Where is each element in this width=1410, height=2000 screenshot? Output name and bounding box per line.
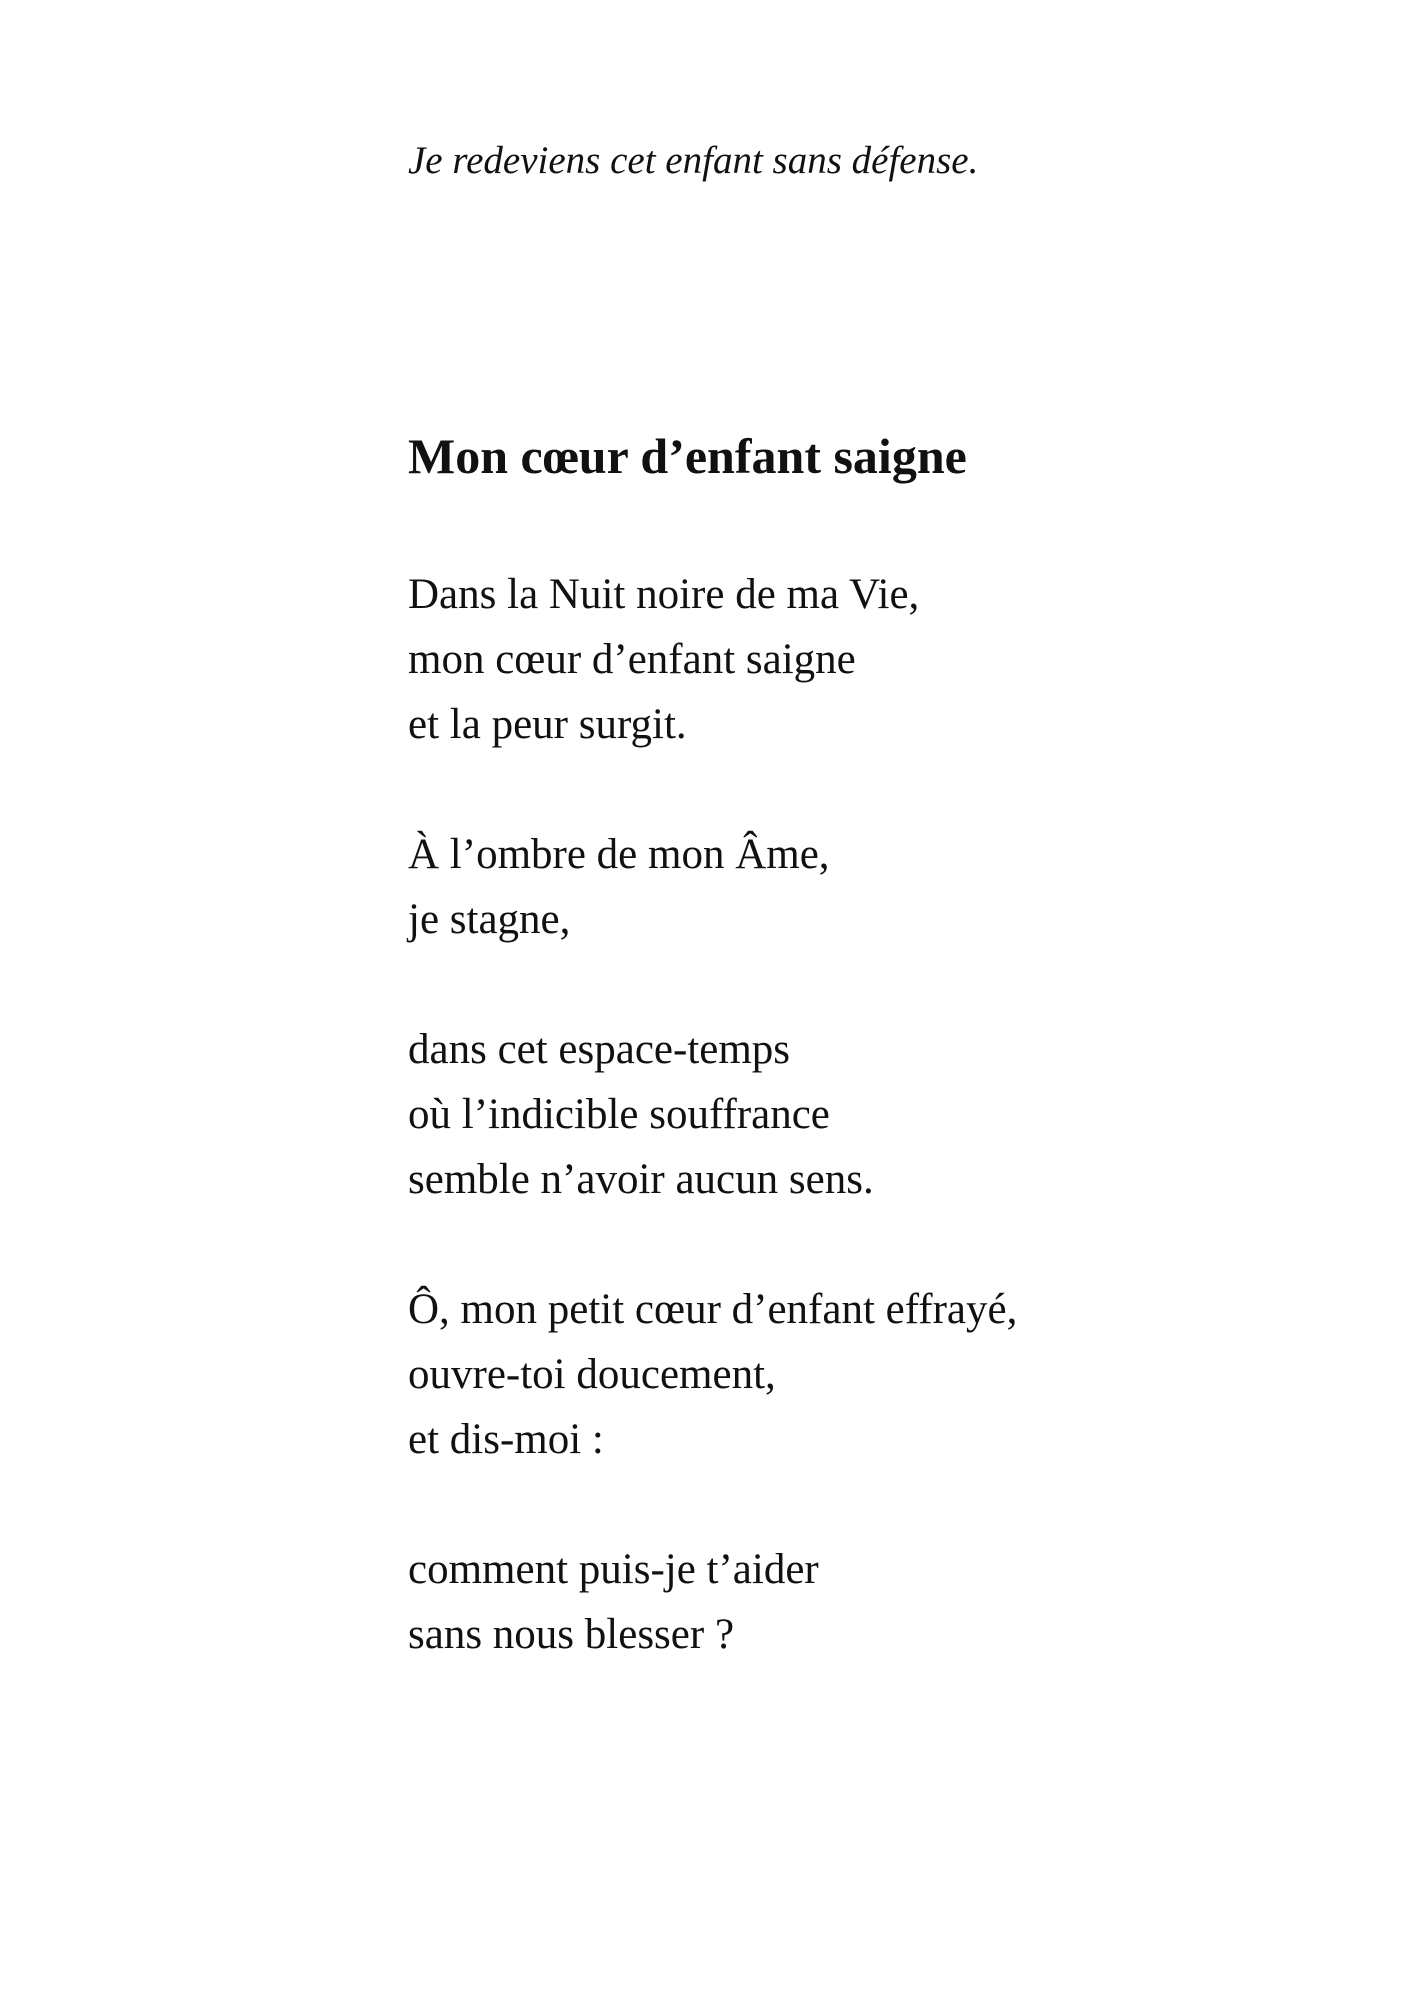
poem-line: et la peur surgit. xyxy=(408,701,687,748)
stanza xyxy=(408,1017,1308,1212)
stanza xyxy=(408,1537,1308,1667)
poem-line: À l’ombre de mon Âme, xyxy=(408,831,830,878)
poem-line: je stagne, xyxy=(408,896,571,943)
stanza xyxy=(408,562,1308,757)
stanza xyxy=(408,1277,1308,1472)
poem-line: Dans la Nuit noire de ma Vie, xyxy=(408,571,920,618)
poem-line: dans cet espace-temps xyxy=(408,1026,791,1073)
poem-line: semble n’avoir aucun sens. xyxy=(408,1156,874,1203)
poem-line: ouvre-toi doucement, xyxy=(408,1351,776,1398)
poem-line: Ô, mon petit cœur d’enfant effrayé, xyxy=(408,1286,1018,1333)
poem-line: comment puis-je t’aider xyxy=(408,1546,819,1593)
poem-line: et dis-moi : xyxy=(408,1416,604,1463)
epigraph: Je redeviens cet enfant sans défense. xyxy=(408,139,979,182)
poem-line: où l’indicible souffrance xyxy=(408,1091,830,1138)
poem-title: Mon cœur d’enfant saigne xyxy=(408,428,967,484)
poem-body xyxy=(408,562,1308,1732)
stanza xyxy=(408,822,1308,952)
poem-line: sans nous blesser ? xyxy=(408,1611,735,1658)
poem-line: mon cœur d’enfant saigne xyxy=(408,636,856,683)
